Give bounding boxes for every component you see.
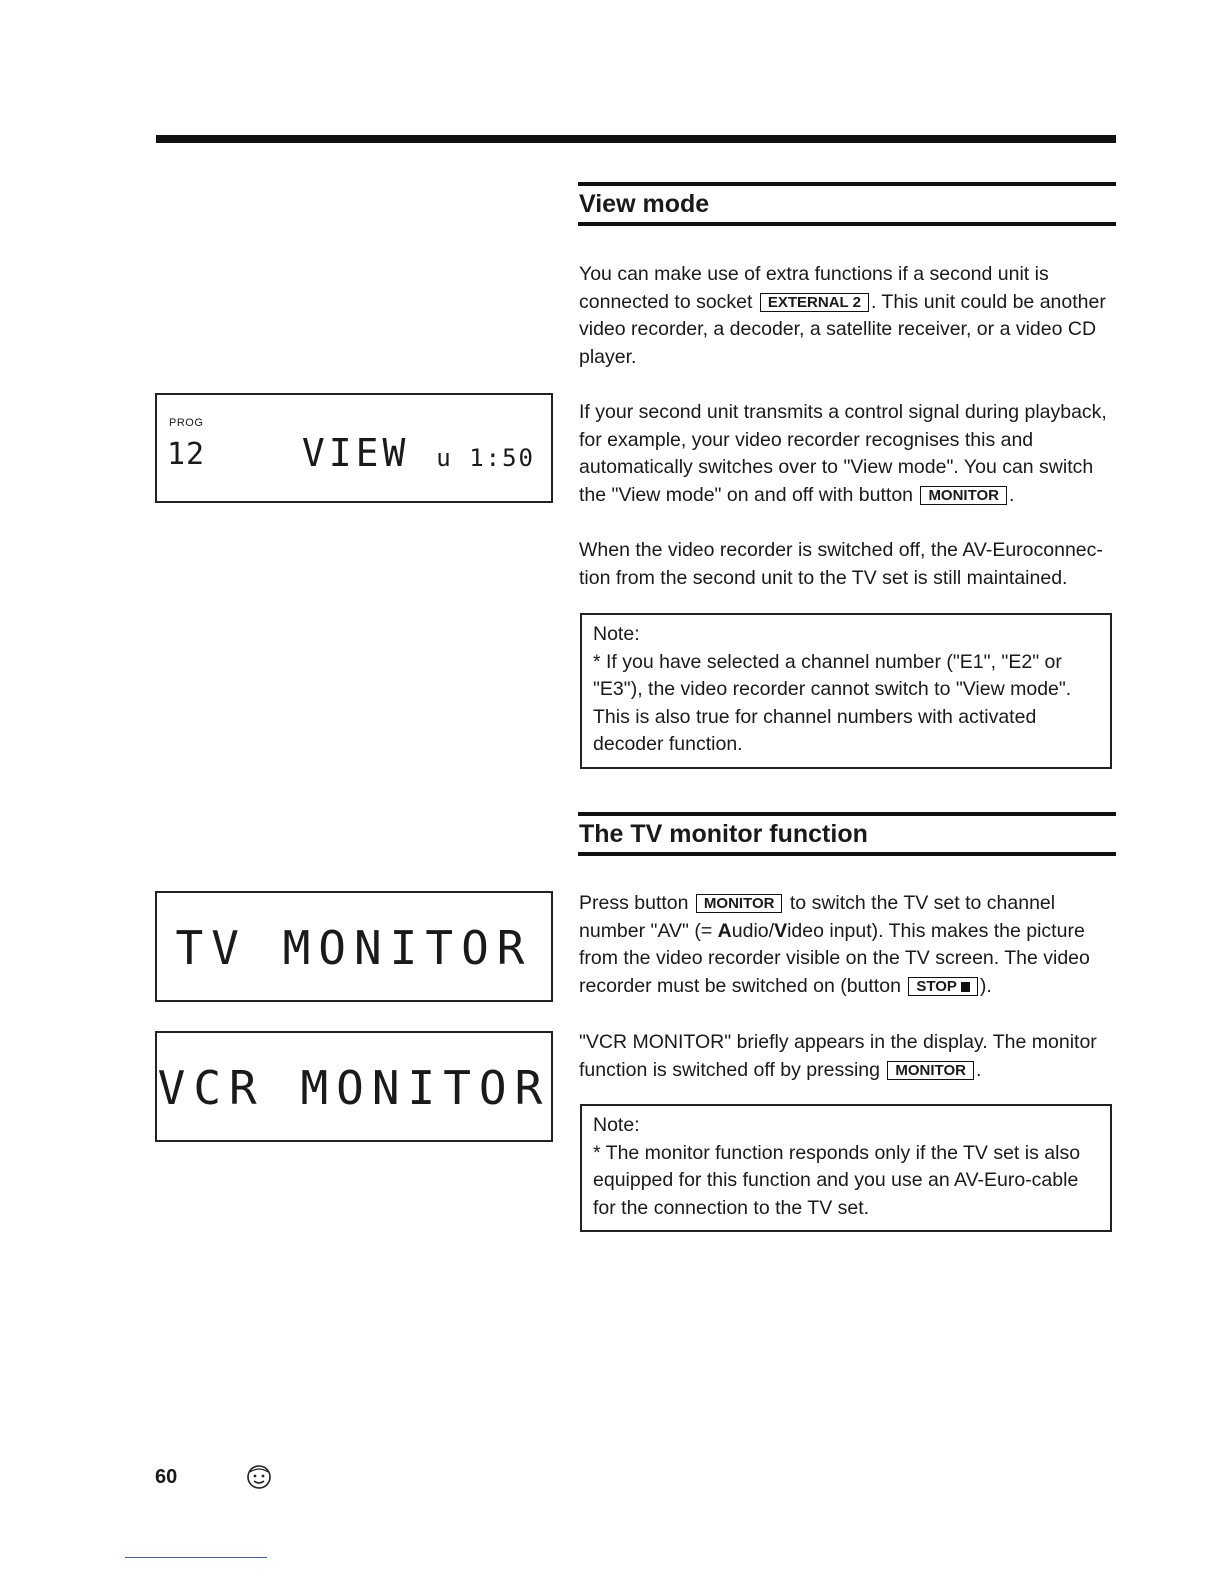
view-mode-paragraph-2: If your second unit transmits a control signal during playback, for example, your video recorder recognises this and automatically switches over to "View mode". You can switch the "View mode" on and off with button MONITOR . bbox=[579, 401, 1107, 506]
monitor-key: MONITOR bbox=[887, 1061, 974, 1080]
vcr-monitor-display-text: VCR MONITOR bbox=[157, 1061, 551, 1115]
tv-monitor-header bbox=[578, 812, 1116, 856]
view-mode-title: View mode bbox=[579, 190, 710, 218]
prog-label: PROG bbox=[169, 417, 204, 429]
view-mode-paragraph-1: You can make use of extra functions if a second unit is connected to socket EXTERNAL 2 . This unit could be another video recorder, a decoder, a satellite receiver, or a video CD player. bbox=[579, 263, 1106, 368]
view-mode-paragraph-3: When the video recorder is switched off, the AV-Euroconnec-tion from the second unit to the TV set is still maintained. bbox=[579, 539, 1103, 589]
tv-monitor-display-text: TV MONITOR bbox=[175, 921, 533, 975]
external-2-key: EXTERNAL 2 bbox=[760, 293, 869, 312]
note-heading: Note: bbox=[593, 1114, 640, 1136]
stop-square-icon bbox=[961, 982, 970, 992]
note-text: * The monitor function responds only if the TV set is also equipped for this function and you use an AV-Euro-cable for the connection to the TV set. bbox=[593, 1141, 1081, 1219]
tv-monitor-paragraph-2: "VCR MONITOR" briefly appears in the display. The monitor function is switched off by pressing MONITOR . bbox=[579, 1031, 1097, 1081]
view-mode-display bbox=[155, 393, 553, 503]
monitor-key: MONITOR bbox=[696, 894, 783, 913]
note-heading: Note: bbox=[593, 623, 640, 645]
view-mode-header bbox=[578, 182, 1116, 226]
display-view-readout: VIEW u 1:50 bbox=[301, 431, 535, 475]
tv-monitor-note bbox=[580, 1104, 1112, 1232]
tv-monitor-display bbox=[155, 891, 553, 1002]
stop-key: STOP bbox=[908, 977, 978, 996]
note-text: * If you have selected a channel number ("E1", "E2" or "E3"), the video recorder cannot switch to "View mode". This is also true for channel numbers with activated decoder function. bbox=[593, 650, 1072, 756]
top-rule bbox=[156, 135, 1116, 143]
display-time: u 1:50 bbox=[436, 444, 535, 472]
prog-number: 12 bbox=[167, 437, 206, 472]
tv-monitor-title: The TV monitor function bbox=[579, 820, 868, 848]
tv-monitor-paragraph-1: Press button MONITOR to switch the TV set to channel number "AV" (= Audio/Video input). This makes the picture from the video recorder visible on the TV screen. The video recorder must be switched on (button STOP ). bbox=[579, 892, 1090, 997]
vcr-monitor-display bbox=[155, 1031, 553, 1142]
view-mode-note bbox=[580, 613, 1112, 769]
page-number: 60 bbox=[155, 1466, 178, 1488]
monitor-key: MONITOR bbox=[920, 486, 1007, 505]
footer-line bbox=[125, 1557, 267, 1558]
smiley-globe-icon bbox=[244, 1462, 274, 1492]
